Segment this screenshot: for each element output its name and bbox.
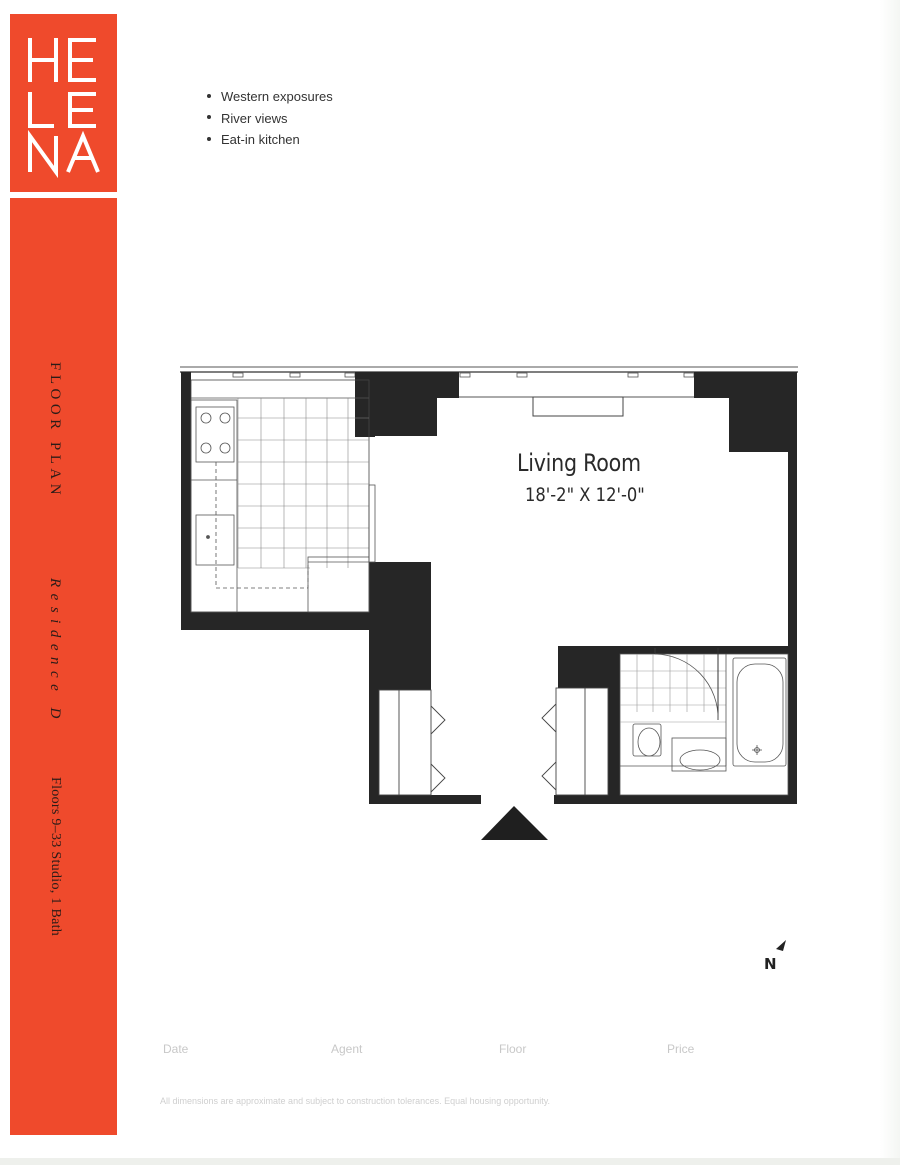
page-bottom-edge <box>0 1158 900 1165</box>
floor-plan-drawing <box>180 365 800 845</box>
agent-field-label: Agent <box>331 1042 363 1056</box>
page-edge-shadow <box>880 0 900 1165</box>
compass-label: N <box>764 955 777 973</box>
helena-logo <box>10 14 117 192</box>
disclaimer-text: All dimensions are approximate and subject to construction tolerances. Equal housing opportunity. <box>160 1096 551 1106</box>
price-field-label: Price <box>667 1042 695 1056</box>
feature-item: Eat-in kitchen <box>207 129 333 151</box>
entry-arrow-icon <box>481 806 548 840</box>
bullet-icon <box>207 94 211 98</box>
floor-field-label: Floor <box>499 1042 527 1056</box>
feature-item: Western exposures <box>207 86 333 108</box>
helena-logo-mark <box>10 14 117 192</box>
kitchen <box>191 380 375 612</box>
bullet-icon <box>207 115 211 119</box>
date-field-label: Date <box>163 1042 189 1056</box>
feature-item: River views <box>207 108 333 130</box>
sidebar-band <box>10 198 117 1135</box>
room-dimensions-label: 18'-2" X 12'-0" <box>525 484 645 506</box>
window-seat <box>533 397 623 416</box>
bathroom <box>620 648 788 795</box>
closets <box>379 688 608 795</box>
unit-details: Floors 9–33 Studio, 1 Bath <box>48 777 63 937</box>
residence-label: Residence D <box>47 578 63 725</box>
bullet-icon <box>207 137 211 141</box>
room-name-label: Living Room <box>517 449 641 477</box>
features-list <box>207 86 333 151</box>
floor-plan-heading: FLOOR PLAN <box>47 362 63 500</box>
